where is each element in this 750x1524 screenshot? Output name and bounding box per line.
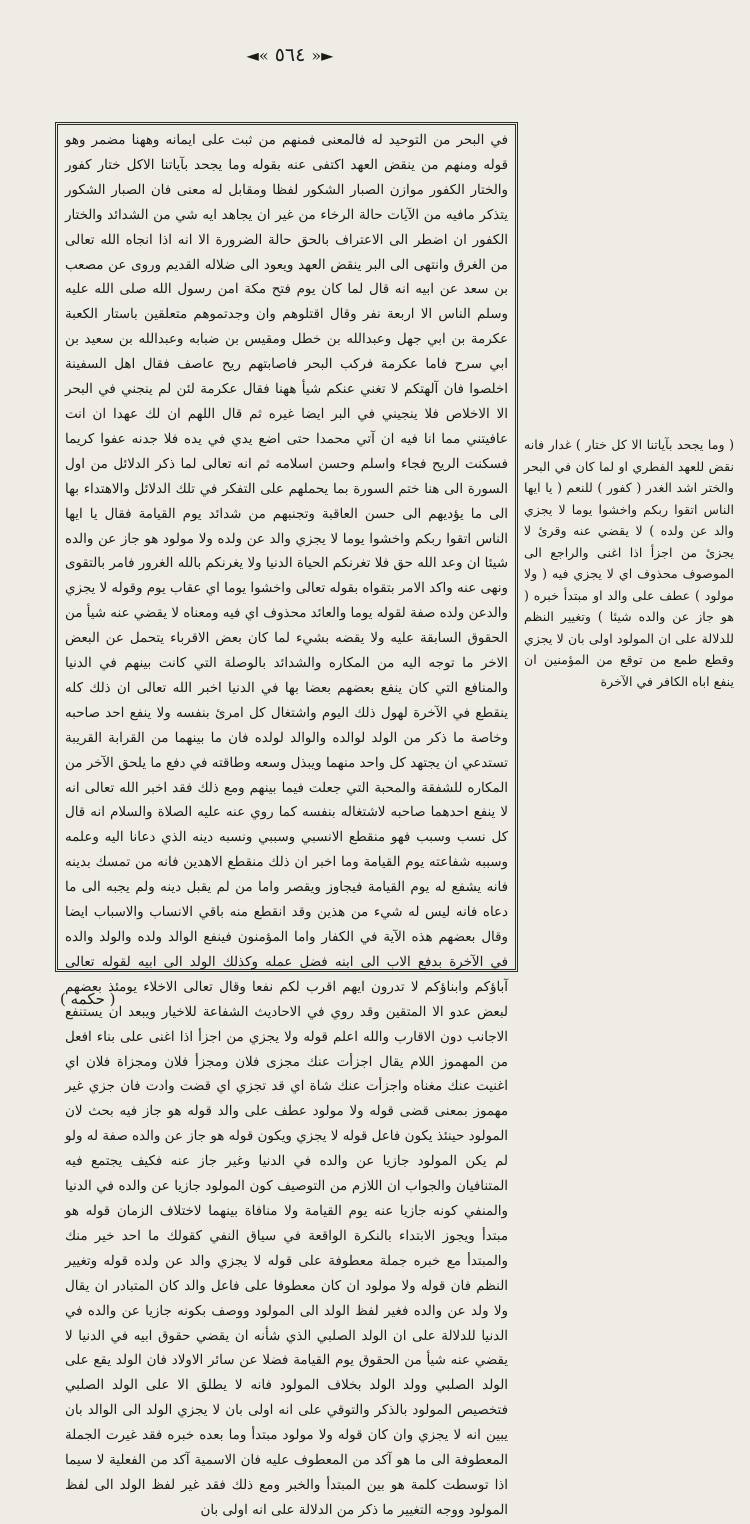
page-number	[210, 44, 370, 66]
margin-note-text: ( وما يجحد بآياتنا الا كل ختار ) غدار فانه نقض للعهد الفطري او لما كان في البحر والختر اشد الغدر ( كفور ) للنعم ( يا ايها الناس اتقوا ربكم واخشوا يوما لا يجزي والد عن ولده ) لا يقضي عنه وقرئ لا يجزئ من اجزأ اذا اغنى والراجع الى الموصوف محذوف اي لا يجزي فيه ( ولا مولود ) عطف على والد او مبتدأ خبره ( هو جاز عن والده شيئا ) وتغيير النظم للدلالة على ان المولود اولى بان لا يجزي وقطع طمع من توقع من المؤمنين ان ينفع اباه الكافر في الآخرة	[524, 437, 734, 689]
ornament-right: »►	[311, 46, 334, 65]
main-commentary-text: في البحر من التوحيد له فالمعنى فمنهم من ثبت على ايمانه وههنا مضمر وهو قوله ومنهم من ينقض العهد اكتفى عنه بقوله وما يجحد بآياتنا الاكل ختار كفور والختار الكفور موازن الصبار الشكور لفظا ومقابل له معنى فان الصبار الشكور يتذكر مافيه من الآيات حالة الرخاء من غير ان يجاهد ايه شي من الشدائد والختار الكفور ان اضطر الى الاعتراف بالحق حالة الضرورة الا انه اذا انجاه الله تعالى من الغرق وانتهى الى البر ينقض العهد ويعود الى ضلاله القديم وروى عن مصعب بن سعد عن ابيه انه قال لما كان يوم فتح مكة امن رسول الله صلى الله عليه وسلم الناس الا اربعة نفر وقال اقتلوهم وان وجدتموهم متعلقين باستار الكعبة عكرمة بن ابي جهل وعبدالله بن خطل ومقيس بن ضبابه وعبدالله بن سعيد بن ابي سرح فاما عكرمة فركب البحر فاصابتهم ريح عاصف فقال اهل السفينة اخلصوا فان آلهتكم لا تغني عنكم شيأ ههنا فقال عكرمة لئن لم ينجني في البحر الا الاخلاص فلا ينجيني في البر ايضا غيره ثم قال اللهم ان لك عهدا ان انت عافيتني مما انا فيه ان آتي محمدا حتى اضع يدي في يده فلا جدنه عفوا كريما فسكنت الريح فجاء واسلم وحسن اسلامه ثم انه تعالى لما ذكر الدلائل من اول السورة الى هنا ختم السورة بما يحملهم على التفكر في تلك الدلائل والاهتداء بها الى ما يؤديهم الى حسن العاقبة وتجنبهم من شدائد يوم القيامة فقال يا ايها الناس اتقوا ربكم واخشوا يوما لا يجزي والد عن ولده ولا مولود هو جاز عن والده شيئا ان وعد الله حق فلا تغرنكم الحياة الدنيا ولا يغرنكم بالله الغرور فامر بالتقوى ونهى عنه واكد الامر بتقواه بقوله تعالى واخشوا يوما اي عقاب يوم وقوله لا يجزي والدعن ولده صفة لقوله يوما والعائد محذوف اي فيه ومعناه لا يقضي عنه شيأ من الحقوق السابقة عليه ولا يقضه بشيء لما كان بعض الاقرباء يتحمل عن البعض الاخر ما توجه اليه من المكاره والشدائد بالوصلة التي كانت بينهم في الدنيا والمنافع التي كان ينفع بعضهم بعضا بها في الدنيا اخبر الله تعالى ان ذلك كله ينقطع في الآخرة لهول ذلك اليوم واشتغال كل امرئ بنفسه ولا ينفع احد صاحبه وخاصة ما ذكر من الولد لوالده والوالد لولده فان ما بينهما من القرابة القريبة تستدعي ان يجتهد كل واحد منهما ويبذل وسعه وطاقته في دفع ما يلحق الآخر من المكاره للشفقة والمحبة التي جعلت فيما بينهم ومع ذلك فقد اخبر الله تعالى انه لا ينفع احدهما صاحبه لاشتغاله بنفسه كما روي عنه عليه الصلاة والسلام انه قال كل نسب وسبب فهو منقطع الانسبي وسببي ونسبه دينه الذي دعانا اليه وعلمه وسببه شفاعته يوم القيامة وما اخبر ان ذلك منقطع الاهدين فانه من تمسك بدينه فانه يشفع له يوم القيامة فيجاوز ويقصر واما من لم يقبل دينه ولم يجبه الى ما دعاه فانه ليس له شيء من هذين وقد انقطع منه باقي الانساب والاسباب ايضا وقال بعضهم هذه الآية في الكفار واما المؤمنون فينفع الوالد ولده والولد والده في الآخرة بدفع الاب الى ابنه فضل عمله وكذلك الولد الى ابيه لقوله تعالى آباؤكم وابناؤكم لا تدرون ايهم اقرب لكم نفعا وقال تعالى الاخلاء يومئذ بعضهم لبعض عدو الا المتقين وقد روي في الاحاديث الشفاعة للاخيار ويبعد ان يستنفع الاجانب دون الاقارب والله اعلم قوله ولا يجزي من اجزأ اذا اغنى على بناء افعل من المهموز اللام يقال اجزأت عنك مجزى فلان ومجزأ فلان ومجزاة فلان اي اغنيت عنك مغناه واجزأت عنك شاة اي قد تجزي اي قضت وادت فان جزي غير مهموز بمعنى قضى قوله ولا مولود عطف على والد قوله هو جاز فيه بحث لان المولود حينئذ يكون فاعل قوله لا يجزي ويكون قوله هو جاز عن والده صفة له ولو لم يكن المولود جازيا عن والده في الدنيا وغير جاز عنه فكيف يجتمع فيه المتنافيان والجواب ان اللازم من التوصيف كون المولود جازيا عن والده في الدنيا والمنفي كونه جازيا عنه يوم القيامة ولا منافاة بينهما لاختلاف الزمان قوله هو مبتدأ ويجوز الابتداء بالنكرة الواقعة في سياق النفي كقولك ما احد خير منك والمبتدأ مع خبره جملة معطوفة على قوله لا يجزي والد عن ولده قوله وتغيير النظم فان قوله ولا مولود ان كان معطوفا على فاعل والد كان المتبادر ان يقال ولا ولد عن والده فغير لفظ الولد الى المولود ووصف بكونه جازيا عن والده في الدنيا للدلالة على ان الولد الصلبي الذي شأنه ان يقضي حقوق ابيه في الدنيا لا يقضي عنه شيأ من الحقوق يوم القيامة فضلا عن سائر الاولاد فان الولد يقع على الولد الصلبي وولد الولد بخلاف المولود فانه لا يطلق الا على الولد الصلبي فتخصيص المولود بالذكر والتوقي على انه اولى بان لا يجزي الولد الى الوالد بان يبين انه لا يجزي وان كان قوله ولا مولود مبتدأ وما بعده خبره فقد غيرت الجملة المعطوفة الى ما هو آكد من المعطوف عليه فان الاسمية آكد من الفعلية لا سيما اذا توسطت كلمة هو بين المبتدأ والخبر ومع ذلك فقد غير لفظ الولد الى لفظ المولود ووجه التغيير ما ذكر من الدلالة على انه اولى بان	[65, 133, 508, 1518]
catchword: ( حكمه )	[60, 990, 116, 1008]
page-number-value: ٥٦٤	[274, 44, 306, 66]
ornament-left: ◄«	[246, 46, 269, 65]
